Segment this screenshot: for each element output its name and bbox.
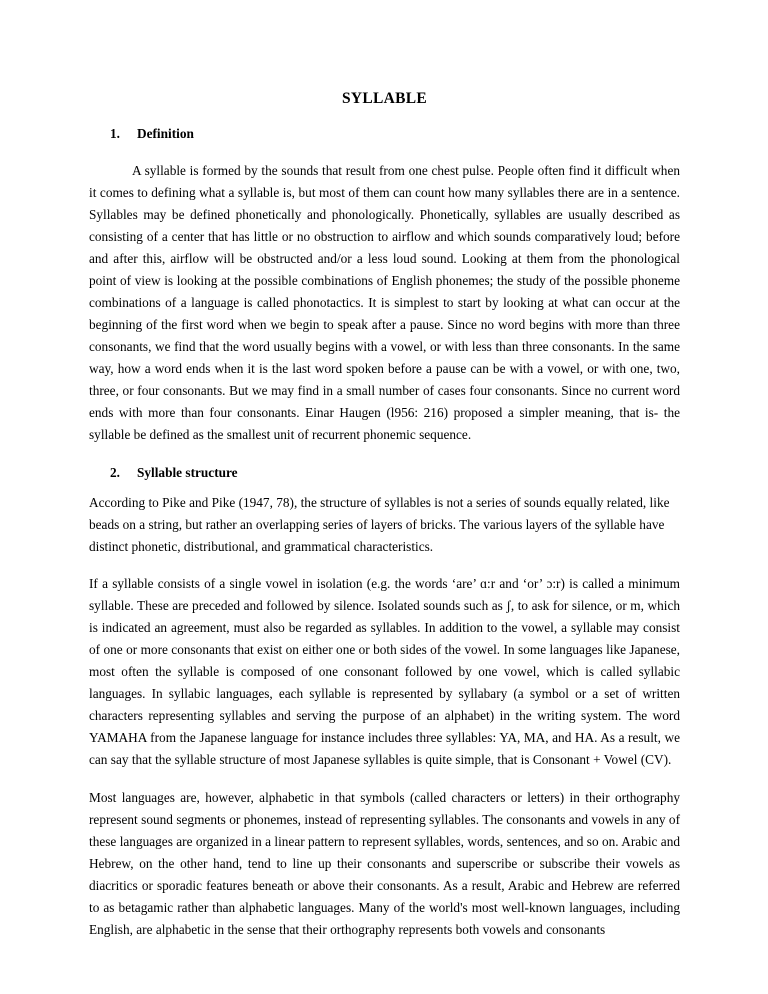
spacer	[89, 484, 680, 492]
paragraph-structure-3: Most languages are, however, alphabetic in that symbols (called characters or letters) in their orthography represent sound segments or phonemes, instead of representing syllables. The consonants and vowels in any of these languages are organized in a linear pattern to represent syllables, words, sentences, and so on. Arabic and Hebrew, on the other hand, tend to line up their consonants and superscribe or subscribe their vowels as diacritics or sporadic features beneath or above their consonants. As a result, Arabic and Hebrew are referred to as betagamic rather than alphabetic languages. Many of the world's most well-known languages, including English, are alphabetic in the sense that their orthography represents both vowels and consonants	[89, 790, 680, 937]
document-body	[89, 0, 680, 941]
spacer	[89, 446, 680, 462]
section-heading-syllable-structure	[89, 462, 680, 484]
section-number: 2.	[110, 465, 120, 480]
section-number: 1.	[110, 126, 120, 141]
spacer	[89, 558, 680, 573]
spacer	[89, 110, 680, 123]
paragraph-structure-2: If a syllable consists of a single vowel in isolation (e.g. the words ‘are’ ɑ:r and ‘or’ ɔ:r) is called a minimum syllable. These are preceded and followed by silence. Isolated sounds such as ʃ, to ask for silence, or m, which is indicated an agreement, must also be regarded as syllables. In addition to the vowel, a syllable may consist of one or more consonants that exist on either one or both sides of the vowel. In some languages like Japanese, most often the syllable is composed of one consonant followed by one vowel, which is called syllabic languages. In syllabic languages, each syllable is represented by syllabary (a symbol or a set of written characters representing syllables and serving the purpose of an alphabet) in the writing system. The word YAMAHA from the Japanese language for instance includes three syllables: YA, MA, and HA. As a result, we can say that the syllable structure of most Japanese syllables is quite simple, that is Consonant + Vowel (CV).	[89, 576, 680, 767]
spacer	[89, 145, 680, 160]
spacer	[89, 771, 680, 787]
section-title: Definition	[137, 126, 194, 141]
paragraph-structure-1: According to Pike and Pike (1947, 78), the structure of syllables is not a series of sounds equally related, like beads on a string, but rather an overlapping series of layers of bricks. The various layers of the syllable have distinct phonetic, distributional, and grammatical characteristics.	[89, 495, 670, 554]
paragraph-definition-1: A syllable is formed by the sounds that result from one chest pulse. People often find it difficult when it comes to defining what a syllable is, but most of them can count how many syllables there are in a sentence. Syllables may be defined phonetically and phonologically. Phonetically, syllables are usually described as consisting of a center that has little or no obstruction to airflow and which sounds comparatively loud; before and after this, airflow will be obstructed and/or a less loud sound. Looking at them from the phonological point of view is looking at the possible combinations of English phonemes; the study of the possible phoneme combinations of a language is called phonotactics. It is simplest to start by looking at what can occur at the beginning of the first word when we begin to speak after a pause. Since no word begins with more than three consonants, we find that the word usually begins with a vowel, or with less than three consonants. In the same way, how a word ends when it is the last word spoken before a pause can be with a vowel, or with one, two, three, or four consonants. But we may find in a small number of cases four consonants. Since no current word ends with more than four consonants. Einar Haugen (l956: 216) proposed a simpler meaning, that is- the syllable be defined as the smallest unit of recurrent phonemic sequence.	[89, 163, 680, 442]
section-heading-definition	[89, 123, 680, 145]
section-title: Syllable structure	[137, 465, 238, 480]
page-title: SYLLABLE	[341, 90, 428, 107]
